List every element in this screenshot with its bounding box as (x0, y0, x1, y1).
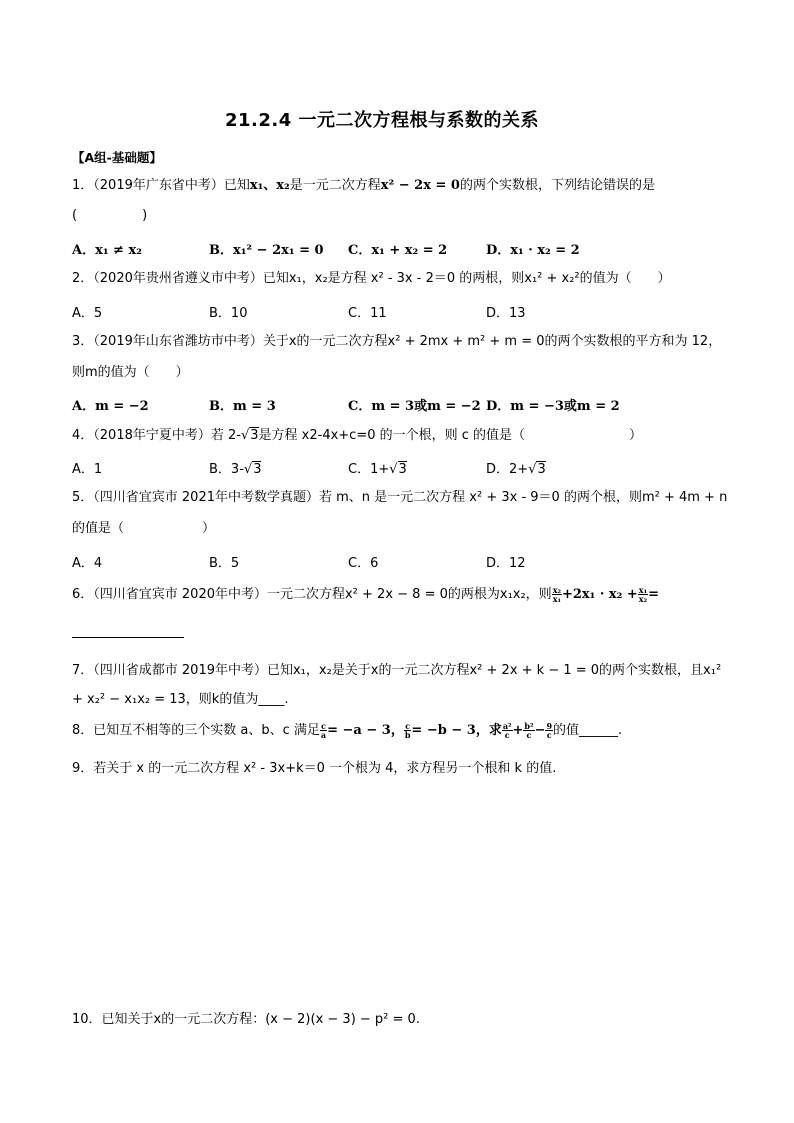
q2-option-a: A．5 (72, 306, 103, 321)
q4-suffix: 是方程 x2-4x+c=0 的一个根，则 c 的值是（ ） (258, 428, 643, 443)
q4-prefix: 4．（2018年宁夏中考）若 2- (72, 428, 241, 443)
question-5-line-2: 的值是（ ） (72, 521, 216, 536)
question-3-line-2: 则m的值为（ ） (72, 365, 189, 380)
q6-prefix: 6．（四川省宜宾市 2020年中考）一元二次方程x² + 2x − 8 = 0的两根为x₁x₂，则 (72, 587, 552, 602)
q6-fraction-1 (552, 586, 562, 603)
q8-f2-den: b (404, 730, 411, 740)
q8-part-3: + (512, 723, 524, 738)
q8-fraction-4 (523, 722, 534, 739)
q4-root: 3 (250, 428, 259, 443)
page-title: 21.2.4 一元二次方程根与系数的关系 (225, 110, 540, 131)
q1-option-c: C．x₁ + x₂ = 2 (348, 243, 448, 258)
q8-f2-num: c (405, 721, 411, 731)
question-5-line-1: 5．（四川省宜宾市 2021年中考数学真题）若 m、n 是一元二次方程 x² + 3x - 9＝0 的两个根，则m² + 4m + n (72, 490, 728, 505)
q1-roots: x₁、x₂ (249, 178, 290, 193)
q8-part-4: − (534, 723, 546, 738)
q4-option-b: B．3-√3 (209, 462, 262, 477)
q3-option-d: D．m = −3或m = 2 (486, 399, 620, 414)
q1-equation: x² − 2x = 0 (380, 178, 460, 193)
q8-prefix: 8．已知互不相等的三个实数 a、b、c 满足 (72, 723, 320, 738)
q8-fraction-3 (502, 722, 513, 739)
q8-f5-num: 9 (546, 721, 553, 731)
q3-option-a: A．m = −2 (72, 399, 149, 414)
q6-frac2-den: x₂ (638, 594, 648, 604)
question-3-line-1: 3．（2019年山东省潍坊市中考）关于x的一元二次方程x² + 2mx + m² + m = 0的两个实数根的平方和为 12， (72, 334, 722, 349)
q1-paren: ( ) (72, 208, 148, 223)
q1-option-b: B．x₁² − 2x₁ = 0 (209, 243, 324, 258)
question-10: 10．已知关于x的一元二次方程：(x − 2)(x − 3) − p² = 0. (72, 1012, 420, 1027)
question-2: 2．（2020年贵州省遵义市中考）已知x₁，x₂是方程 x² - 3x - 2＝0 的两根，则x₁² + x₂²的值为（ ） (72, 271, 671, 286)
q8-f3-num: a² (502, 721, 512, 731)
section-heading: 【A组-基础题】 (72, 150, 162, 165)
q2-option-c: C．11 (348, 306, 387, 321)
q5-option-a: A．4 (72, 556, 103, 571)
q6-frac1-den: x₁ (552, 594, 561, 604)
q1-option-d: D．x₁ · x₂ = 2 (486, 243, 580, 258)
q4-option-d-text: D．2+ (486, 462, 529, 477)
q8-part-1: = −a − 3， (327, 723, 404, 738)
q6-frac2-num: x₁ (638, 585, 648, 595)
q8-f1-num: c (321, 721, 326, 731)
q4-option-c-text: C．1+ (348, 462, 390, 477)
q4-option-d: D．2+√3 (486, 462, 546, 477)
q8-f4-num: b² (524, 721, 534, 731)
q4-option-a: A．1 (72, 462, 103, 477)
q3-option-c: C．m = 3或m = −2 (348, 399, 481, 414)
q8-f1-den: a (320, 730, 327, 740)
q4-option-c-root: 3 (398, 462, 407, 477)
q1-prefix: 1．（2019年广东省中考）已知 (72, 178, 250, 193)
q4-option-b-root: 3 (253, 462, 262, 477)
q4-option-c: C．1+√3 (348, 462, 407, 477)
q5-option-d: D．12 (486, 556, 526, 571)
q6-answer-blank (72, 637, 184, 638)
q6-frac1-num: x₂ (552, 585, 561, 595)
question-6 (72, 586, 659, 604)
q4-option-d-root: 3 (537, 462, 546, 477)
q5-option-c: C．6 (348, 556, 379, 571)
question-7-line-1: 7．（四川省成都市 2019年中考）已知x₁，x₂是关于x的一元二次方程x² + 2x + k − 1 = 0的两个实数根，且x₁² (72, 663, 722, 678)
q2-option-b: B．10 (209, 306, 248, 321)
q8-f5-den: c (546, 730, 552, 740)
question-9: 9．若关于 x 的一元二次方程 x² - 3x+k＝0 一个根为 4，求方程另一个根和 k 的值. (72, 761, 557, 776)
q6-suffix: = (648, 587, 659, 602)
question-8 (72, 722, 622, 740)
q6-fraction-2 (638, 586, 648, 603)
q6-mid: +2x₁ · x₂ + (561, 587, 638, 602)
question-7-line-2: + x₂² − x₁x₂ = 13，则k的值为____. (72, 692, 289, 707)
q1-suffix: 的两个实数根，下列结论错误的是 (459, 178, 655, 193)
q8-f4-den: c (526, 730, 532, 740)
q3-option-b: B．m = 3 (209, 399, 276, 414)
q1-option-a: A．x₁ ≠ x₂ (72, 243, 142, 258)
question-4: 4．（2018年宁夏中考）若 2-√3是方程 x2-4x+c=0 的一个根，则 c 的值是（ ） (72, 428, 643, 443)
q1-mid: 是一元二次方程 (289, 178, 381, 193)
q8-suffix: 的值______. (553, 723, 623, 738)
q8-fraction-5 (545, 722, 553, 739)
question-1 (72, 177, 655, 195)
q8-part-2: = −b − 3，求 (411, 723, 502, 738)
q4-option-b-text: B．3- (209, 462, 244, 477)
q8-f3-den: c (504, 730, 510, 740)
q2-option-d: D．13 (486, 306, 526, 321)
q5-option-b: B．5 (209, 556, 240, 571)
